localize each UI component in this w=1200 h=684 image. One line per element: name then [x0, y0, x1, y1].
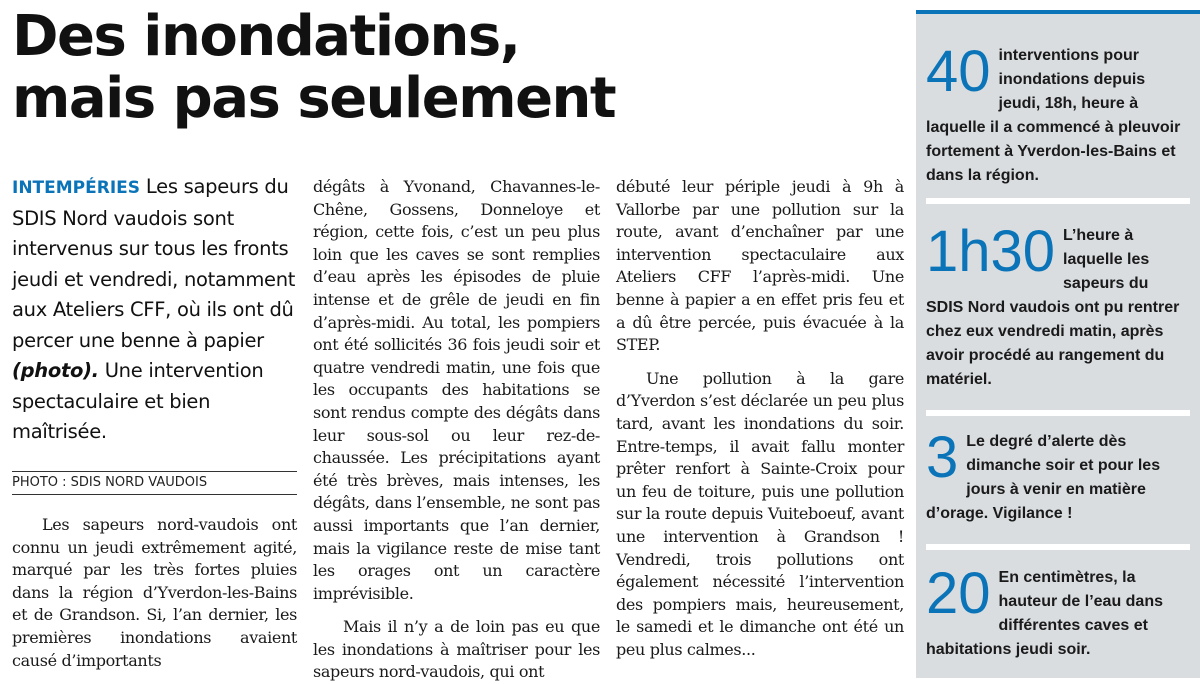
headline-line-1: Des inondations,	[12, 4, 520, 69]
fact-divider	[926, 410, 1190, 416]
fact-item	[926, 561, 1190, 662]
fact-text: Le degré d’alerte dès dimanche soir et pour les jours à venir en matière d’orage. Vigilance !	[926, 433, 1161, 522]
fact-text: L’heure à laquelle les sapeurs du SDIS Nord vaudois ont pu rentrer chez eux vendredi matin, après avoir procédé au rangement du matériel.	[926, 227, 1180, 388]
photo-credit: PHOTO : SDIS NORD VAUDOIS	[12, 471, 297, 495]
lede-text-before: Les sapeurs du SDIS Nord vaudois sont intervenus sur tous les fronts jeudi et vendredi, notamment aux Ateliers CFF, où ils ont dû percer une benne à papier	[12, 175, 296, 352]
body-column-2	[313, 176, 600, 684]
body-paragraph: débuté leur périple jeudi à 9h à Vallorbe par une pollution sur la route, avant d’enchaîner par une intervention spectaculaire aux Ateliers CFF l’après-midi. Une benne à papier a en effet pris feu et a dû être percée, puis évacuée à la STEP.	[616, 177, 904, 355]
fact-text: interventions pour inondations depuis jeudi, 18h, heure à laquelle il a commencé à pleuvoir fortement à Yverdon-les-Bains et dans la région.	[926, 47, 1181, 184]
fact-divider	[926, 198, 1190, 204]
fact-number: 40	[926, 39, 991, 104]
lede	[12, 172, 297, 448]
body-paragraph: Une pollution à la gare d’Yverdon s’est déclarée un peu plus tard, avant les inondations du soir. Entre-temps, il avait fallu monter prêter renfort à Sainte-Croix pour un feu de toiture, puis une pollution sur la route depuis Vuiteboeuf, avant une intervention à Grandson ! Vendredi, trois pollutions ont également nécessité l’intervention des pompiers mais, heureusement, le samedi et le dimanche ont été un peu plus calmes...	[616, 368, 904, 659]
kicker: INTEMPÉRIES	[12, 178, 141, 198]
body-column-1	[12, 514, 297, 672]
body-column-3	[616, 176, 904, 661]
lede-text-after: Une intervention spectaculaire et bien maîtrisée.	[12, 359, 264, 443]
body-paragraph: Les sapeurs nord-vaudois ont connu un jeudi extrêmement agité, marqué par les très fortes pluies dans la région d’Yverdon-les-Bains et de Grandson. Si, l’an dernier, les premières inondations avaient causé d’importants	[12, 515, 297, 670]
photo-reference: (photo).	[12, 359, 99, 382]
body-paragraph: Mais il n’y a de loin pas eu que les inondations à maîtriser pour les sapeurs nord-vaudois, qui ont	[313, 617, 600, 682]
fact-item	[926, 425, 1190, 526]
body-paragraph: dégâts à Yvonand, Chavannes-le-Chêne, Gossens, Donneloye et région, cette fois, c’est un peu plus loin que les caves se sont remplies d’eau après les épisodes de pluie intense et de grêle de jeudi en fin d’après-midi. Au total, les pompiers ont été sollicités 36 fois jeudi soir et quatre vendredi matin, une fois que les occupants des habitations se sont rendus compte des dégâts dans leur sous-sol ou leur rez-de-chaussée. Les précipitations ayant été très brèves, mais intenses, les dégâts, dans l’ensemble, ne sont pas aussi importants que l’an dernier, mais la vigilance reste de mise tant les orages ont un caractère imprévisible.	[313, 177, 600, 603]
fact-number: 20	[926, 561, 991, 626]
headline-line-2: mais pas seulement	[12, 66, 616, 131]
fact-divider	[926, 544, 1190, 550]
headline	[12, 6, 892, 130]
fact-text: En centimètres, la hauteur de l’eau dans différentes caves et habitations jeudi soir.	[926, 569, 1163, 658]
facts-sidebar	[916, 10, 1200, 678]
fact-item	[926, 39, 1190, 188]
fact-number: 3	[926, 425, 959, 490]
fact-number: 1h30	[926, 219, 1056, 284]
fact-item	[926, 219, 1190, 392]
